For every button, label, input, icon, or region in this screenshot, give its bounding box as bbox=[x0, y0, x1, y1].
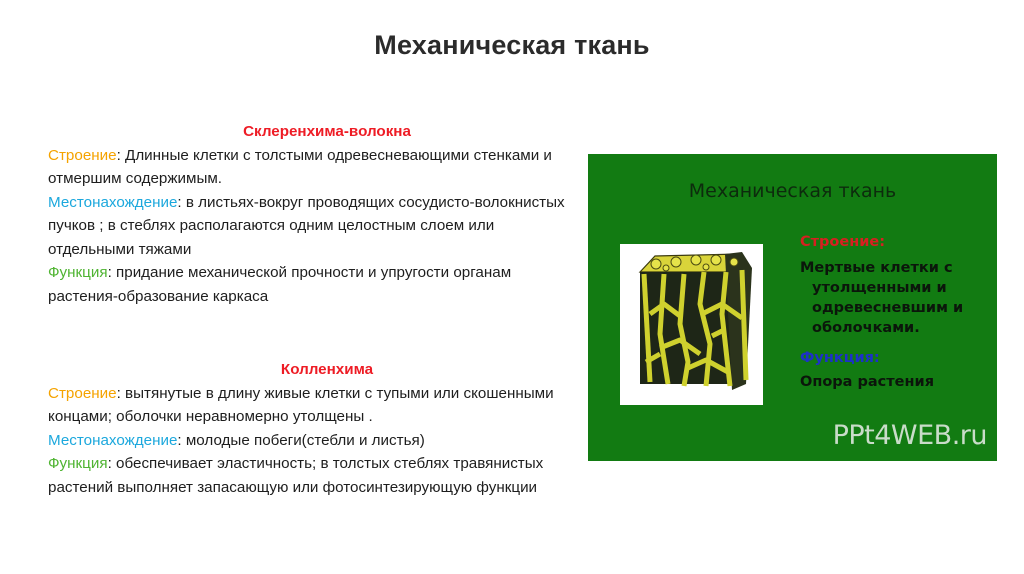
sclerenchyma-structure bbox=[48, 144, 568, 191]
location-text: : молодые побеги(стебли и листья) bbox=[177, 431, 425, 449]
collenchyma-location bbox=[48, 429, 568, 453]
panel-function-text: Опора растения bbox=[800, 374, 935, 390]
collenchyma-section bbox=[48, 358, 568, 499]
sclerenchyma-section bbox=[48, 120, 568, 308]
function-text: : придание механической прочности и упругости органам растения-образование каркаса bbox=[48, 264, 512, 305]
location-label: Местонахождение bbox=[48, 193, 178, 211]
location-label: Местонахождение bbox=[48, 431, 178, 449]
tissue-panel bbox=[588, 154, 997, 461]
text-column bbox=[48, 120, 568, 499]
function-label: Функция bbox=[48, 455, 108, 472]
collenchyma-heading: Колленхима bbox=[280, 361, 374, 378]
function-label: Функция bbox=[48, 264, 108, 281]
sclerenchyma-heading: Склеренхима-волокна bbox=[243, 123, 411, 140]
structure-text: : Длинные клетки с толстыми одревесневающими стенками и отмершим содержимым. bbox=[48, 146, 552, 187]
sclerenchyma-fibers-illustration-icon bbox=[620, 244, 763, 405]
panel-title: Механическая ткань bbox=[688, 180, 897, 202]
collenchyma-structure bbox=[48, 382, 568, 429]
function-text: : обеспечивает эластичность; в толстых стеблях травянистых растений выполняет запасающую или фотосинтезирующую функции bbox=[48, 455, 544, 496]
structure-label: Строение bbox=[48, 146, 117, 164]
structure-label: Строение bbox=[48, 384, 117, 402]
fiber-picture bbox=[620, 244, 763, 405]
panel-properties bbox=[800, 232, 990, 392]
panel-function-label: Функция: bbox=[800, 350, 880, 366]
panel-structure-text: Мертвые клетки с утолщенными и одревесневшим и оболочками. bbox=[800, 260, 964, 336]
watermark: PPt4WEB.ru bbox=[832, 420, 987, 451]
structure-text: : вытянутые в длину живые клетки с тупыми или скошенными концами; оболочки неравномерно утолщены . bbox=[48, 384, 554, 425]
sclerenchyma-location bbox=[48, 191, 568, 262]
sclerenchyma-function bbox=[48, 261, 568, 308]
location-text: : в листьях-вокруг проводящих сосудисто-волокнистых пучков ; в стеблях располагаются одним целостным слоем или отдельными тяжами bbox=[48, 193, 565, 258]
slide-title: Механическая ткань bbox=[374, 30, 650, 60]
panel-structure-label: Строение: bbox=[800, 234, 886, 250]
collenchyma-function bbox=[48, 452, 568, 499]
